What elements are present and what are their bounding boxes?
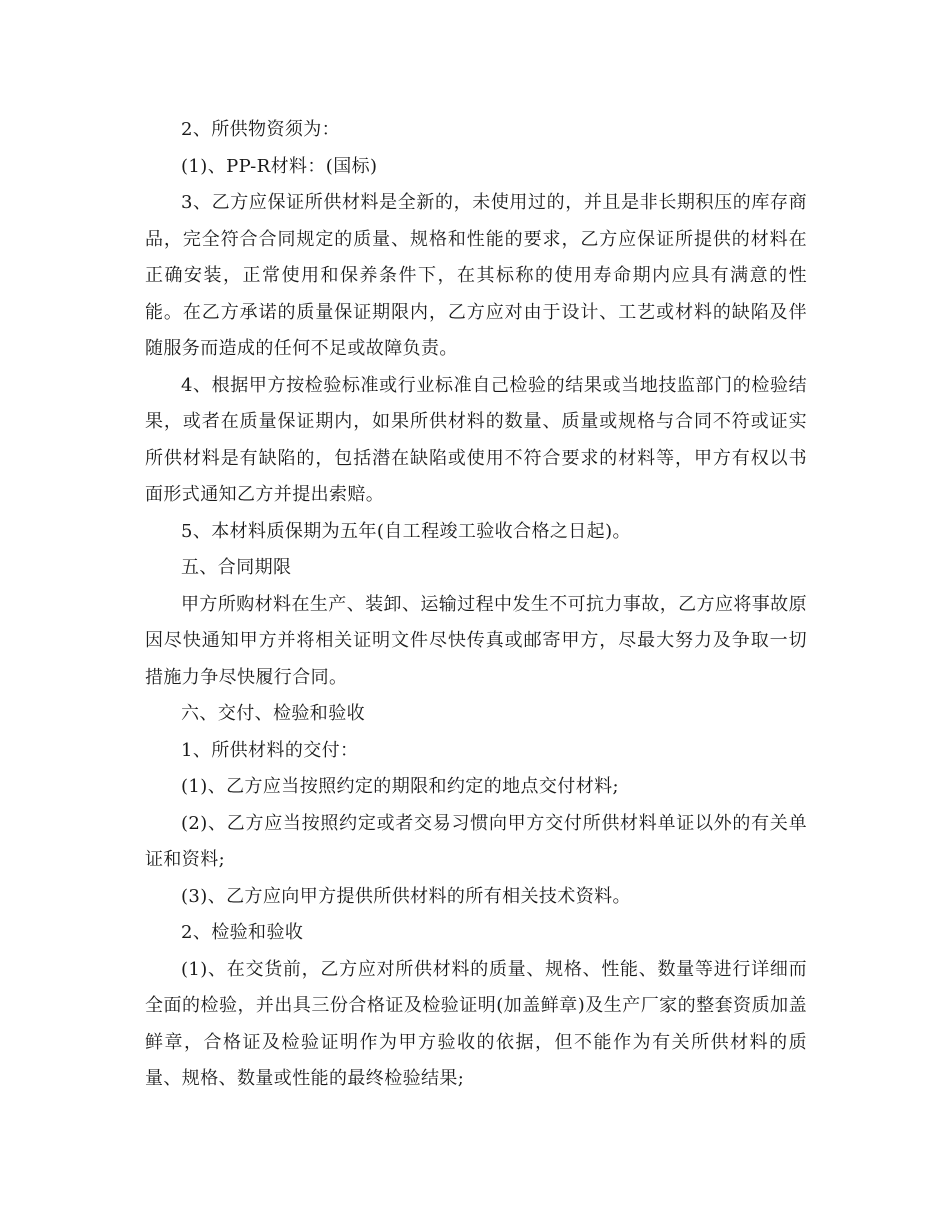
section-heading-delivery-inspection: 六、交付、检验和验收 [181,703,365,724]
paragraph-delivery-item-3: (3)、乙方应向甲方提供所供材料的所有相关技术资料。 [181,885,631,907]
paragraph-delivery-item-1: (1)、乙方应当按照约定的期限和约定的地点交付材料; [181,776,619,797]
paragraph-inspection-heading: 2、检验和验收 [181,922,304,943]
paragraph-delivery-item-2: (2)、乙方应当按照约定或者交易习惯向甲方交付所供材料单证以外的有关单证和资料; [145,812,807,870]
paragraph-force-majeure: 甲方所购材料在生产、装卸、运输过程中发生不可抗力事故，乙方应将事故原因尽快通知甲方并将相关证明文件尽快传真或邮寄甲方，尽最大努力及争取一切措施力争尽快履行合同。 [145,593,807,688]
paragraph-delivery-heading: 1、所供材料的交付： [181,739,359,761]
document-body [145,112,807,1098]
paragraph-quality-guarantee: 3、乙方应保证所供材料是全新的，未使用过的，并且是非长期积压的库存商品，完全符合合同规定的质量、规格和性能的要求，乙方应保证所提供的材料在正确安装，正常使用和保养条件下，在其标称的使用寿命期内应具有满意的性能。在乙方承诺的质量保证期限内，乙方应对由于设计、工艺或材料的缺陷及伴随服务而造成的任何不足或故障负责。 [145,192,807,359]
paragraph-inspection-item-1: (1)、在交货前，乙方应对所供材料的质量、规格、性能、数量等进行详细而全面的检验，并出具三份合格证及检验证明(加盖鲜章)及生产厂家的整套资质加盖鲜章，合格证及检验证明作为甲方验收的依据，但不能作为有关所供材料的质量、规格、数量或性能的最终检验结果; [145,958,807,1089]
section-heading-contract-term: 五、合同期限 [181,557,292,578]
paragraph-warranty-period: 5、本材料质保期为五年(自工程竣工验收合格之日起)。 [181,520,631,542]
paragraph-ppr-material: (1)、PP-R材料：(国标) [181,155,378,177]
paragraph-claims: 4、根据甲方按检验标准或行业标准自己检验的结果或当地技监部门的检验结果，或者在质量保证期内，如果所供材料的数量、质量或规格与合同不符或证实所供材料是有缺陷的，包括潜在缺陷或使用不符合要求的材料等，甲方有权以书面形式通知乙方并提出索赔。 [145,374,807,505]
paragraph-supply-requirement: 2、所供物资须为： [181,119,341,140]
